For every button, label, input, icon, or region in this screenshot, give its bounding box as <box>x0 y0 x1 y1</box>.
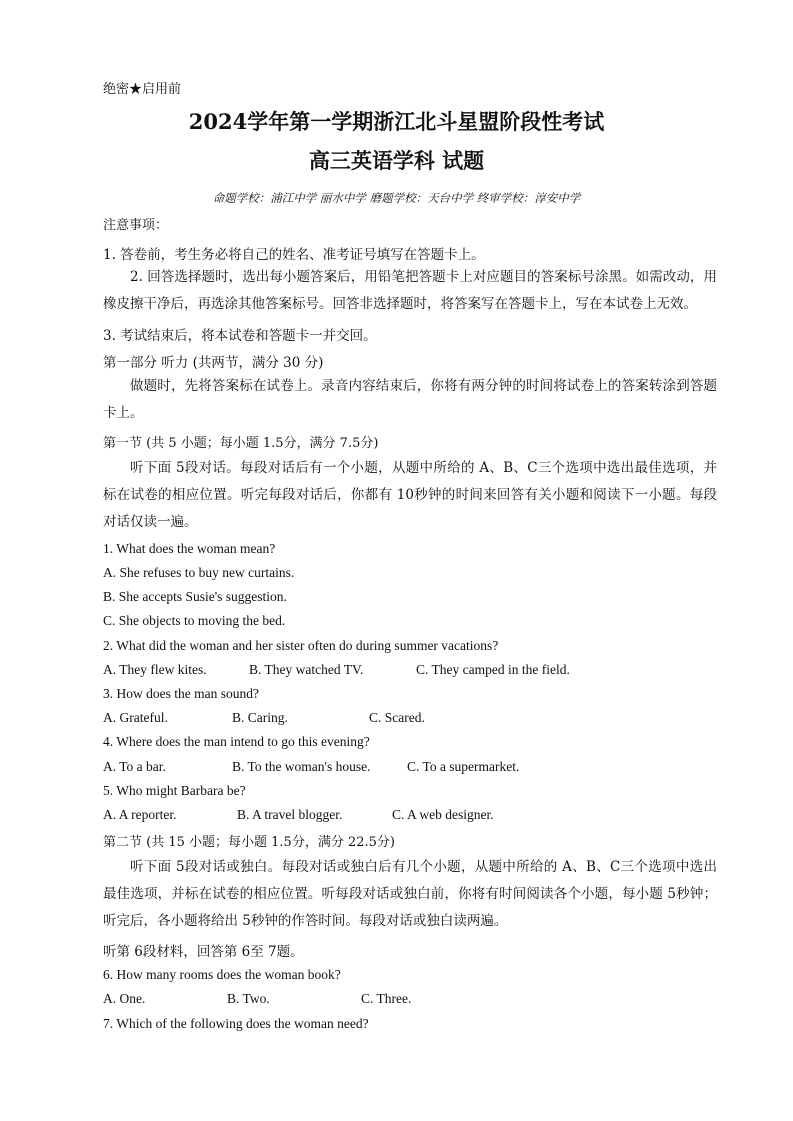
material-6-instruction: 听第 6段材料，回答第 6至 7题。 <box>103 944 304 960</box>
section2-heading: 第二节 (共 15 小题；每小题 1.5分，满分 22.5分) <box>103 835 395 850</box>
section1-intro: 听下面 5段对话。每段对话后有一个小题，从题中所给的 A、B、C三个选项中选出最佳选项，并标在试卷的相应位置。听完每段对话后，你都有 10秒钟的时间来回答有关小题和阅读下一小题。每段对话仅读一遍。 <box>103 460 717 530</box>
section1-heading: 第一节 (共 5 小题；每小题 1.5分，满分 7.5分) <box>103 436 379 451</box>
notes-item-2: 2. 回答选择题时，选出每小题答案后，用铅笔把答题卡上对应题目的答案标号涂黑。如需改动，用橡皮擦干净后，再选涂其他答案标号。回答非选择题时，将答案写在答题卡上，写在本试卷上无效。 <box>103 269 717 312</box>
section2-intro: 听下面 5段对话或独白。每段对话或独白后有几个小题，从题中所给的 A、B、C三个选项中选出最佳选项，并标在试卷的相应位置。听每段对话或独白前，你将有时间阅读各个小题，每小题 5秒钟；听完后，各小题将给出 5秒钟的作答时间。每段对话或独白读两遍。 <box>103 859 717 929</box>
question-2-stem: 2. What did the woman and her sister often do during summer vacations? <box>103 638 499 653</box>
notes-item-1: 1. 答卷前，考生务必将自己的姓名、准考证号填写在答题卡上。 <box>103 247 485 263</box>
question-4-option-c: C. To a supermarket. <box>407 759 520 774</box>
question-5-option-b: B. A travel blogger. <box>237 807 343 822</box>
question-5-option-c: C. A web designer. <box>392 807 494 822</box>
question-6-option-a: A. One. <box>103 991 146 1006</box>
question-2-option-a: A. They flew kites. <box>103 662 207 677</box>
notes-item-3: 3. 考试结束后，将本试卷和答题卡一并交回。 <box>103 328 377 344</box>
question-1-option-b: B. She accepts Susie's suggestion. <box>103 589 287 604</box>
school-credits: 命题学校：浦江中学 丽水中学 磨题学校：天台中学 终审学校：淳安中学 <box>212 191 581 205</box>
question-2-option-c: C. They camped in the field. <box>416 662 570 677</box>
exam-subtitle: 高三英语学科 试题 <box>308 148 485 173</box>
question-4-option-a: A. To a bar. <box>103 759 166 774</box>
question-1-option-c: C. She objects to moving the bed. <box>103 613 286 628</box>
part1-heading: 第一部分 听力 (共两节，满分 30 分) <box>103 355 324 371</box>
question-6-option-b: B. Two. <box>227 991 270 1006</box>
question-4-option-b: B. To the woman's house. <box>232 759 371 774</box>
question-2-option-b: B. They watched TV. <box>249 662 364 677</box>
question-1-option-a: A. She refuses to buy new curtains. <box>103 565 295 580</box>
question-5-stem: 5. Who might Barbara be? <box>103 783 246 798</box>
question-1-stem: 1. What does the woman mean? <box>103 541 276 556</box>
question-3-option-c: C. Scared. <box>369 710 425 725</box>
notes-heading: 注意事项： <box>103 218 169 233</box>
exam-title: 2024学年第一学期浙江北斗星盟阶段性考试 <box>188 109 605 134</box>
question-3-option-b: B. Caring. <box>232 710 288 725</box>
question-3-stem: 3. How does the man sound? <box>103 686 259 701</box>
part1-intro: 做题时，先将答案标在试卷上。录音内容结束后，你将有两分钟的时间将试卷上的答案转涂到答题卡上。 <box>103 378 717 421</box>
question-6-stem: 6. How many rooms does the woman book? <box>103 967 341 982</box>
question-4-stem: 4. Where does the man intend to go this evening? <box>103 734 370 749</box>
question-5-option-a: A. A reporter. <box>103 807 177 822</box>
confidential-label: 绝密★启用前 <box>103 82 182 97</box>
question-7-stem: 7. Which of the following does the woman need? <box>103 1016 369 1031</box>
question-3-option-a: A. Grateful. <box>103 710 168 725</box>
question-6-option-c: C. Three. <box>361 991 412 1006</box>
